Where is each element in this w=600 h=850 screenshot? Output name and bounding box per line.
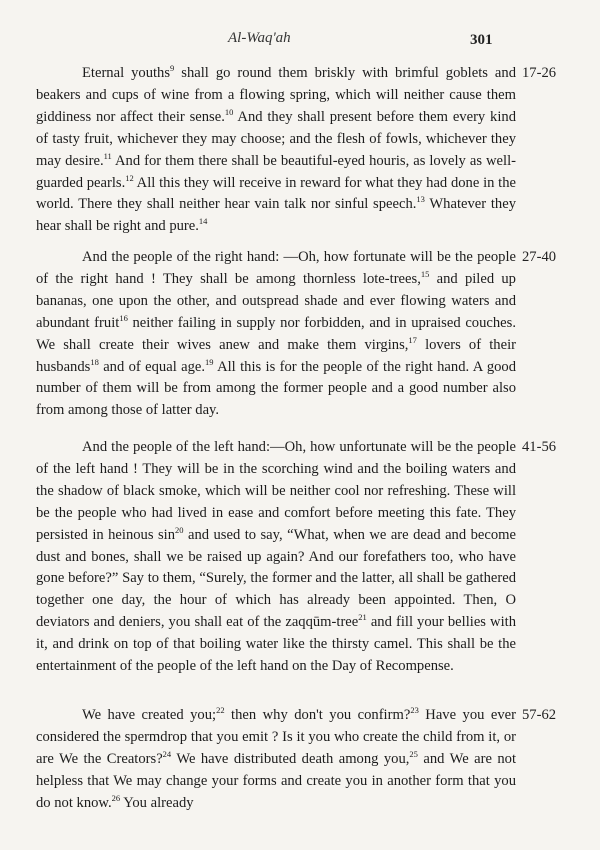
- footnote-marker: 24: [162, 748, 172, 759]
- footnote-marker: 13: [416, 194, 425, 205]
- paragraph-section: [36, 437, 516, 678]
- footnote-marker: 11: [103, 150, 112, 161]
- footnote-marker: 23: [410, 705, 419, 716]
- paragraph-text: We have created you;$^{22}$ then why don't you confirm?$^{23}$ Have you ever considered the spermdrop that you emit ? Is it you who create the child from it, or are We the Creators?$^{24}$ We have distributed death among you,$^{25}$ and We are not helpless that We may change your forms and create you in another form that you do not know.$^{26}$ You already: [36, 705, 516, 811]
- footnote-marker: 10: [224, 106, 234, 117]
- running-title: Al-Waq'ah: [228, 30, 291, 46]
- paragraph-text: Eternal youths$^9$ shall go round them briskly with brimful goblets and beakers and cups of wine from a flowing spring, which will neither cause them giddiness nor affect their sense.$^{10}$ And they shall present before them every kind of tasty fruit, whichever they may choose; and the flesh of fowls, whichever they may desire.$^{11}$ And for them there shall be beautiful-eyed houris, as lovely as well-guarded pearls.$^{12}$ All this they will receive in reward for what they had done in the world. There they shall neither hear vain talk nor sinful speech.$^{13}$ Whatever they hear shall be right and pure.$^{14}$: [36, 63, 517, 235]
- footnote-marker: 9: [170, 63, 175, 74]
- footnote-marker: 17: [408, 334, 417, 345]
- page-number: 301: [470, 32, 493, 48]
- footnote-marker: 26: [111, 792, 121, 803]
- footnote-marker: 19: [205, 356, 214, 367]
- footnote-marker: 20: [175, 524, 184, 535]
- paragraph-section: [36, 63, 516, 238]
- footnote-marker: 18: [90, 356, 99, 367]
- verse-range: 27-40: [522, 249, 557, 265]
- footnote-marker: 14: [198, 216, 208, 227]
- footnote-marker: 16: [119, 312, 128, 323]
- paragraph-section: [36, 705, 516, 815]
- page-header: [0, 30, 600, 50]
- footnote-marker: 22: [216, 705, 225, 716]
- paragraph-text: And the people of the right hand: —Oh, how fortunate will be the people of the right hand ! They shall be among thornless lote-trees,$^{15}$ and piled up bananas, one upon the other, and outspread shade and ever flowing waters and abundant fruit$^{16}$ neither failing in supply nor forbidden, and in upraised couches. We shall create their wives anew and make them virgins,$^{17}$ lovers of their husbands$^{18}$ and of equal age.$^{19}$ All this is for the people of the right hand. A good number of them will be from among the former people and a good number also from among those of latter day.: [36, 249, 517, 419]
- paragraph-section: [36, 247, 516, 422]
- footnote-marker: 12: [125, 172, 134, 183]
- paragraph-text: And the people of the left hand:—Oh, how unfortunate will be the people of the left hand ! They will be in the scorching wind and the boiling waters and the shadow of black smoke, which will be neither cool nor refreshing. These will be the people who had lived in ease and comfort before meeting this fate. They persisted in heinous $\sin^{20}$ and used to say, “What, when we are dead and become dust and bones, shall we be raised up again? And our forefathers too, who have gone before?” Say to them, “Surely, the former and the latter, all shall be gathered together one day, the hour of which has already been appointed. Then, O deviators and deniers, you shall eat of the zaqqūm-tree$^{21}$ and fill your bellies with it, and drink on top of that boiling water like the thirsty camel. This shall be the entertainment of the people of the left hand on the Day of Recompense.: [36, 439, 516, 675]
- footnote-marker: 21: [358, 612, 367, 623]
- footnote-marker: 15: [420, 269, 430, 280]
- verse-range: 57-62: [522, 707, 557, 723]
- verse-range: 17-26: [522, 65, 557, 81]
- verse-range: 41-56: [522, 439, 557, 455]
- footnote-marker: 25: [409, 748, 418, 759]
